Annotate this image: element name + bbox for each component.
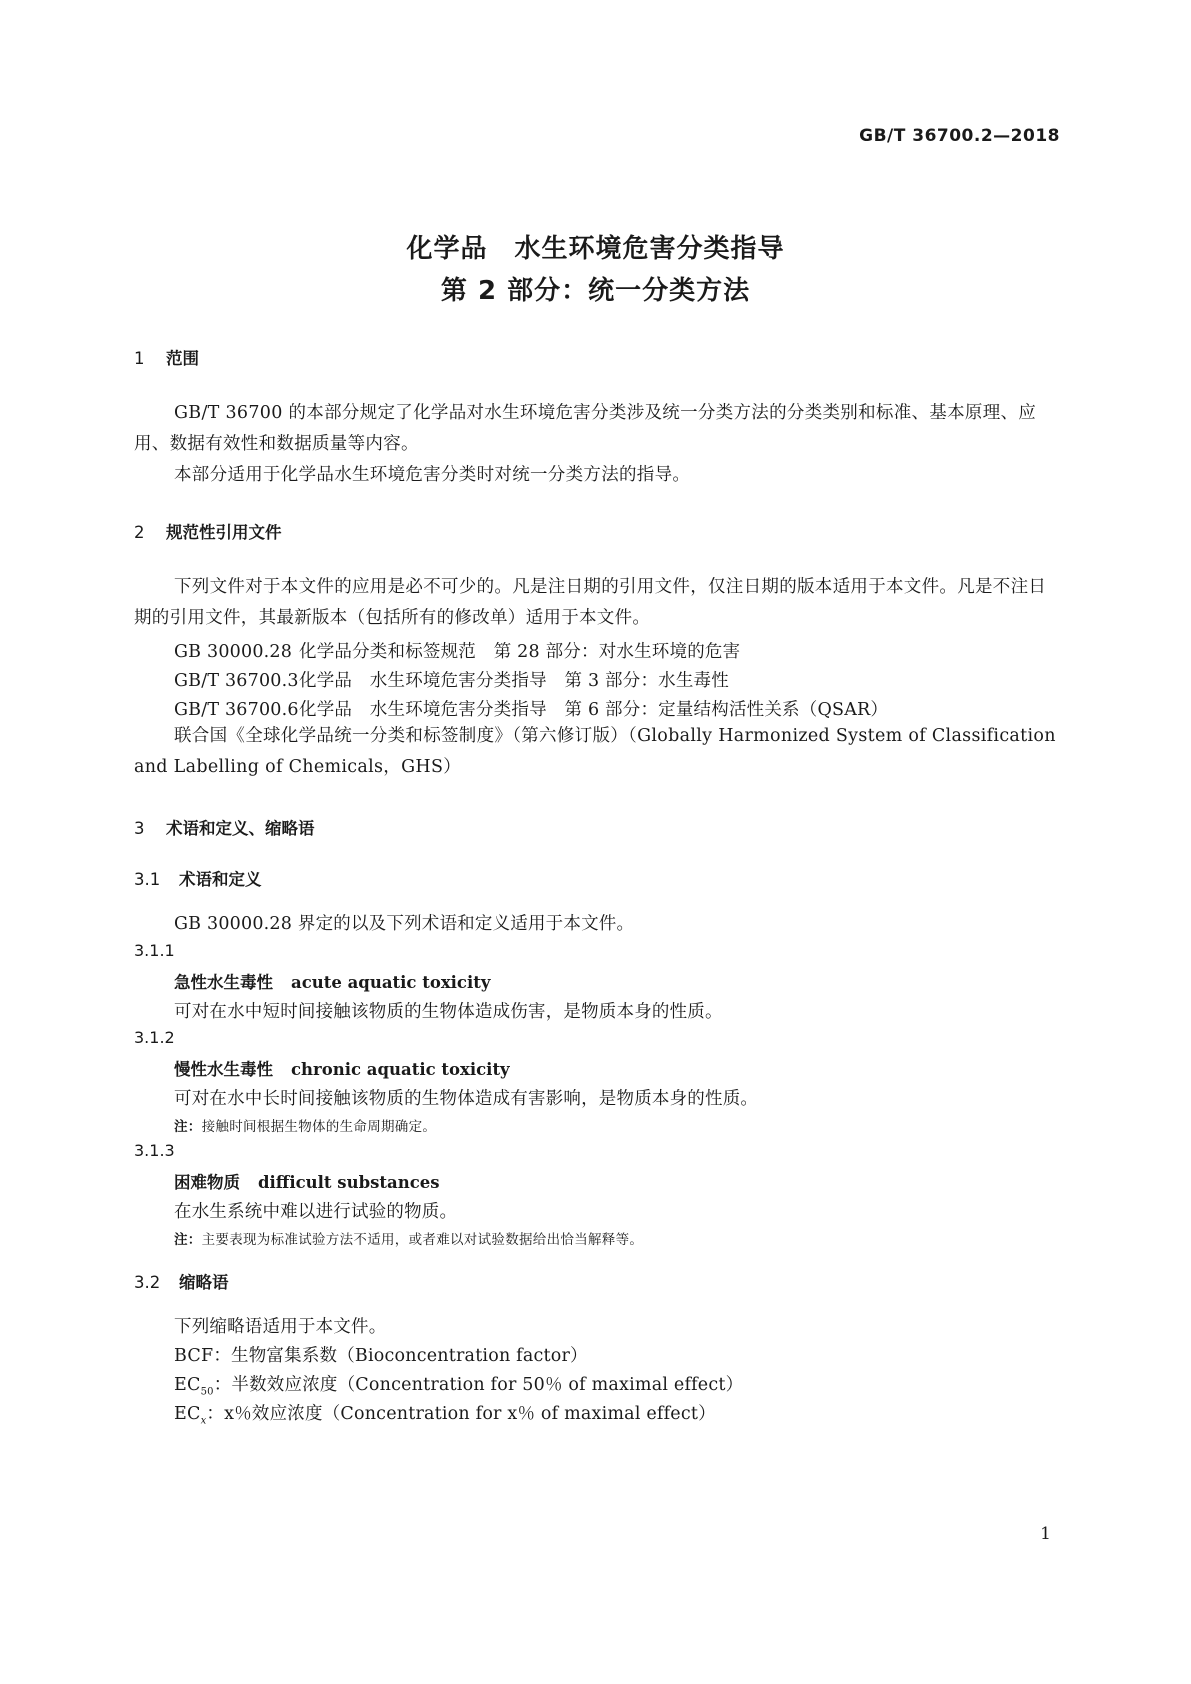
term-note [174,1115,436,1135]
section-2-title: 规范性引用文件 [166,523,282,542]
abbreviation-subscript: x [200,1415,207,1427]
section-2-intro-paragraph: 下列文件对于本文件的应用是必不可少的。凡是注日期的引用文件，仅注日期的版本适用于本文件。凡是不注日期的引用文件，其最新版本（包括所有的修改单）适用于本文件。 [134,577,1047,628]
section-2-intro [134,572,1060,634]
reference-title: 化学品 水生环境危害分类指导 第 6 部分：定量结构活性关系（QSAR） [299,700,889,720]
abbreviation-expansion: ：半数效应浓度（Concentration for 50％ of maximal effect） [213,1375,744,1395]
section-1-number: 1 [134,349,145,368]
section-3-2-heading [134,1269,229,1293]
document-title-line-1: 化学品 水生环境危害分类指导 [406,234,785,264]
term-definition: 可对在水中短时间接触该物质的生物体造成伤害，是物质本身的性质。 [174,1002,723,1022]
note-text: 主要表现为标准试验方法不适用，或者难以对试验数据给出恰当解释等。 [201,1232,644,1248]
section-3-heading [134,815,315,839]
note-label: 注： [174,1232,202,1248]
term-chinese: 急性水生毒性 [174,973,273,992]
term-definition: 在水生系统中难以进行试验的物质。 [174,1202,458,1222]
abbreviation: BCF [174,1346,214,1366]
term-chinese: 困难物质 [174,1173,240,1192]
section-3-2-intro: 下列缩略语适用于本文件。 [174,1317,387,1337]
term-english: acute aquatic toxicity [291,973,491,992]
section-2-number: 2 [134,523,145,542]
section-3-1-title: 术语和定义 [179,870,262,889]
reference-item [174,667,729,692]
term-heading [174,1056,510,1080]
abbreviation-item [174,1400,716,1427]
note-text: 接触时间根据生物体的生命周期确定。 [201,1119,437,1135]
reference-title: 化学品 水生环境危害分类指导 第 3 部分：水生毒性 [299,671,729,691]
section-3-2-title: 缩略语 [179,1273,229,1292]
term-chinese: 慢性水生毒性 [174,1060,273,1079]
section-1-title: 范围 [166,349,199,368]
section-1-paragraph-2: 本部分适用于化学品水生环境危害分类时对统一分类方法的指导。 [174,465,691,485]
section-1-body [134,398,1060,491]
reference-item [174,696,888,721]
reference-item [174,638,740,663]
standard-number: GB/T 36700.2—2018 [859,126,1060,146]
term-english: difficult substances [258,1173,440,1192]
abbreviation-item [174,1342,588,1367]
section-3-1-number: 3.1 [134,870,161,889]
abbreviation-item [174,1371,743,1398]
section-1-heading [134,345,199,369]
document-title-line-2: 第 2 部分：统一分类方法 [440,276,751,306]
reference-code: GB/T 36700.6 [174,700,299,720]
abbreviation-expansion: ：x％效应浓度（Concentration for x％ of maximal effect） [206,1404,716,1424]
reference-code: GB/T 36700.3 [174,671,299,691]
section-3-2-number: 3.2 [134,1273,161,1292]
abbreviation-subscript: 50 [200,1386,214,1398]
section-3-1-heading [134,866,262,890]
section-3-number: 3 [134,819,145,838]
term-definition: 可对在水中长时间接触该物质的生物体造成有害影响，是物质本身的性质。 [174,1089,759,1109]
term-note [174,1228,643,1248]
un-reference-text: 联合国《全球化学品统一分类和标签制度》（第六修订版）（Globally Harmonized System of Classification and Labelling of Chemicals，GHS） [134,726,1056,777]
abbreviation-expansion: ：生物富集系数（Bioconcentration factor） [213,1346,588,1366]
term-number: 3.1.1 [134,941,175,960]
section-1-paragraph-1: GB/T 36700 的本部分规定了化学品对水生环境危害分类涉及统一分类方法的分类类别和标准、基本原理、应用、数据有效性和数据质量等内容。 [134,403,1037,454]
un-reference [134,721,1060,783]
section-3-title: 术语和定义、缩略语 [166,819,315,838]
term-english: chronic aquatic toxicity [291,1060,510,1079]
note-label: 注： [174,1119,202,1135]
reference-code: GB 30000.28 [174,642,293,662]
section-2-heading [134,519,282,543]
term-heading [174,1169,440,1193]
abbreviation: EC [174,1404,201,1424]
reference-title: 化学品分类和标签规范 第 28 部分：对水生环境的危害 [299,642,741,662]
term-heading [174,969,490,993]
term-number: 3.1.3 [134,1141,175,1160]
page-number: 1 [1040,1524,1051,1544]
abbreviation: EC [174,1375,201,1395]
section-3-1-intro: GB 30000.28 界定的以及下列术语和定义适用于本文件。 [174,914,635,934]
term-number: 3.1.2 [134,1028,175,1047]
